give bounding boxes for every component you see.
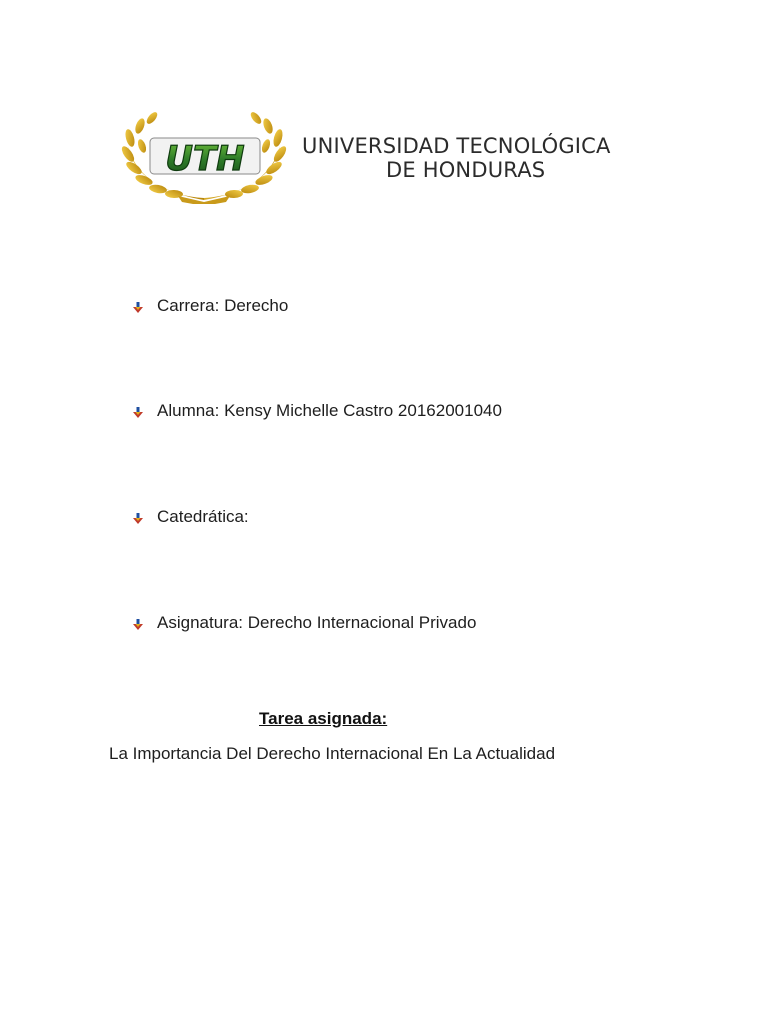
list-item-text: Alumna: Kensy Michelle Castro 20162001040 [157,401,502,420]
logo-text: UTH [165,139,245,179]
university-name-line2: DE HONDURAS [386,158,546,182]
down-arrow-bullet-icon [132,302,144,314]
list-item-subject [132,611,476,635]
list-item-text: Catedrática: [157,507,249,526]
uth-logo [118,108,290,204]
list-item-text: Asignatura: Derecho Internacional Privado [157,613,477,632]
task-heading: Tarea asignada: [259,709,388,728]
down-arrow-bullet-icon [132,513,144,525]
university-name-line1: UNIVERSIDAD TECNOLÓGICA [302,134,611,158]
university-name [302,134,662,182]
list-item-student [132,399,502,423]
down-arrow-bullet-icon [132,619,144,631]
task-title: La Importancia Del Derecho Internacional En La Actualidad [109,744,556,763]
down-arrow-bullet-icon [132,407,144,419]
list-item-text: Carrera: Derecho [157,296,289,315]
list-item-career [132,294,288,318]
list-item-professor [132,505,249,529]
